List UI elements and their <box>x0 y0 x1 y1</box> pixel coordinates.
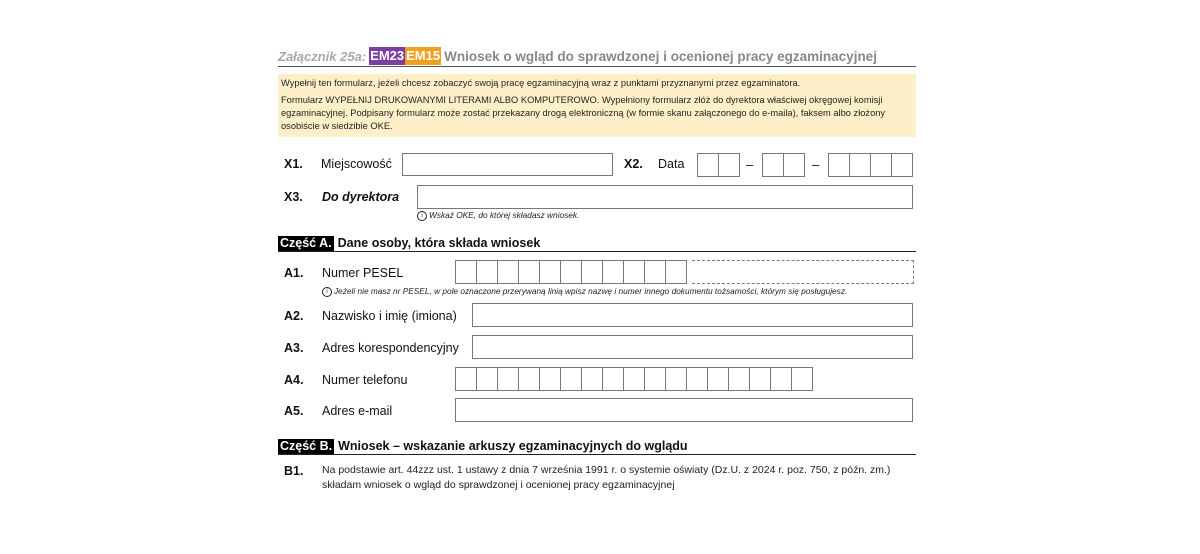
a4-label: Numer telefonu <box>322 373 408 387</box>
pesel-cell[interactable] <box>602 260 624 284</box>
a4-code: A4. <box>284 373 304 387</box>
date-cell[interactable] <box>762 153 784 177</box>
date-day-field[interactable] <box>697 153 739 177</box>
phone-cell[interactable] <box>560 367 582 391</box>
director-field[interactable] <box>417 185 913 209</box>
address-field[interactable] <box>472 335 913 359</box>
pesel-cell[interactable] <box>644 260 666 284</box>
a2-label: Nazwisko i imię (imiona) <box>322 309 457 323</box>
x1-code: X1. <box>284 157 303 171</box>
date-cell[interactable] <box>718 153 740 177</box>
phone-cell[interactable] <box>707 367 729 391</box>
section-a-header <box>278 235 916 252</box>
section-b-title: Wniosek – wskazanie arkuszy egzaminacyjnych do wglądu <box>338 439 688 453</box>
phone-cell[interactable] <box>539 367 561 391</box>
date-cell[interactable] <box>783 153 805 177</box>
date-cell[interactable] <box>849 153 871 177</box>
date-cell[interactable] <box>870 153 892 177</box>
x3-code: X3. <box>284 190 303 204</box>
a3-label: Adres korespondencyjny <box>322 341 459 355</box>
page-title: Wniosek o wgląd do sprawdzonej i ocenionej pracy egzaminacyjnej <box>444 48 877 64</box>
section-b-tag: Część B. <box>280 439 333 453</box>
phone-cell[interactable] <box>581 367 603 391</box>
phone-cell[interactable] <box>728 367 750 391</box>
instruction-line-1: Wypełnij ten formularz, jeżeli chcesz zobaczyć swoją pracę egzaminacyjną wraz z punktami przyznanymi przez egzaminatora. <box>281 78 801 88</box>
b1-code: B1. <box>284 464 304 478</box>
badge-em15: EM15 <box>406 48 441 63</box>
a2-code: A2. <box>284 309 304 323</box>
phone-cell[interactable] <box>476 367 498 391</box>
phone-cell[interactable] <box>623 367 645 391</box>
x2-label: Data <box>658 157 685 171</box>
pesel-field[interactable] <box>455 260 686 284</box>
date-cell[interactable] <box>891 153 913 177</box>
badge-em23: EM23 <box>370 48 405 63</box>
pesel-cell[interactable] <box>497 260 519 284</box>
b1-text: Na podstawie art. 44zzz ust. 1 ustawy z dnia 7 września 1991 r. o systemie oświaty (Dz.U. z 2024 r. poz. 750, z późn. zm.) składam wniosek o wgląd do sprawdzonej i ocenionej pracy egzaminacyjnej <box>322 464 891 491</box>
email-field[interactable] <box>455 398 913 422</box>
date-separator: – <box>812 157 820 172</box>
pesel-cell[interactable] <box>560 260 582 284</box>
phone-cell[interactable] <box>644 367 666 391</box>
section-a-title: Dane osoby, która składa wniosek <box>337 236 541 250</box>
pesel-cell[interactable] <box>623 260 645 284</box>
a5-code: A5. <box>284 404 304 418</box>
phone-cell[interactable] <box>686 367 708 391</box>
x3-note-text: Wskaż OKE, do której składasz wniosek. <box>429 210 580 220</box>
a1-label: Numer PESEL <box>322 266 404 280</box>
date-separator: – <box>746 157 754 172</box>
info-circle-icon: i <box>322 287 332 297</box>
phone-cell[interactable] <box>455 367 477 391</box>
x1-label: Miejscowość <box>321 157 392 171</box>
name-field[interactable] <box>472 303 913 327</box>
section-a-tag: Część A. <box>280 236 332 250</box>
instruction-line-2: Formularz WYPEŁNIJ DRUKOWANYMI LITERAMI ALBO KOMPUTEROWO. Wypełniony formularz złóż do dyrektora właściwej okręgowej komisji egzaminacyjnej. Podpisany formularz może zostać przekazany drogą elektroniczną (w formie skanu załączonego do e-maila), faksem albo złożony osobiście w siedzibie OKE. <box>281 95 886 131</box>
attachment-label: Załącznik 25a: <box>278 48 367 64</box>
a3-code: A3. <box>284 341 304 355</box>
alt-document-field[interactable] <box>692 260 914 284</box>
date-cell[interactable] <box>828 153 850 177</box>
x2-code: X2. <box>624 157 643 171</box>
phone-field[interactable] <box>455 367 812 391</box>
a5-label: Adres e-mail <box>322 404 393 418</box>
section-b-header <box>278 438 916 455</box>
phone-cell[interactable] <box>665 367 687 391</box>
info-circle-icon: i <box>417 211 427 221</box>
phone-cell[interactable] <box>497 367 519 391</box>
a1-note <box>322 286 847 297</box>
x3-note <box>417 210 579 221</box>
title-divider <box>278 66 916 67</box>
a1-note-text: Jeżeli nie masz nr PESEL, w pole oznaczone przerywaną linią wpisz nazwę i numer innego dokumentu tożsamości, którym się posługujesz. <box>334 286 848 296</box>
pesel-cell[interactable] <box>518 260 540 284</box>
phone-cell[interactable] <box>602 367 624 391</box>
date-month-field[interactable] <box>762 153 804 177</box>
pesel-cell[interactable] <box>476 260 498 284</box>
form-header <box>278 46 877 66</box>
pesel-cell[interactable] <box>581 260 603 284</box>
pesel-cell[interactable] <box>665 260 687 284</box>
date-year-field[interactable] <box>828 153 912 177</box>
instructions-box <box>278 74 916 137</box>
date-cell[interactable] <box>697 153 719 177</box>
phone-cell[interactable] <box>749 367 771 391</box>
phone-cell[interactable] <box>770 367 792 391</box>
city-field[interactable] <box>402 153 613 176</box>
phone-cell[interactable] <box>518 367 540 391</box>
pesel-cell[interactable] <box>455 260 477 284</box>
x3-label: Do dyrektora <box>322 190 400 204</box>
pesel-cell[interactable] <box>539 260 561 284</box>
a1-code: A1. <box>284 266 304 280</box>
phone-cell[interactable] <box>791 367 813 391</box>
